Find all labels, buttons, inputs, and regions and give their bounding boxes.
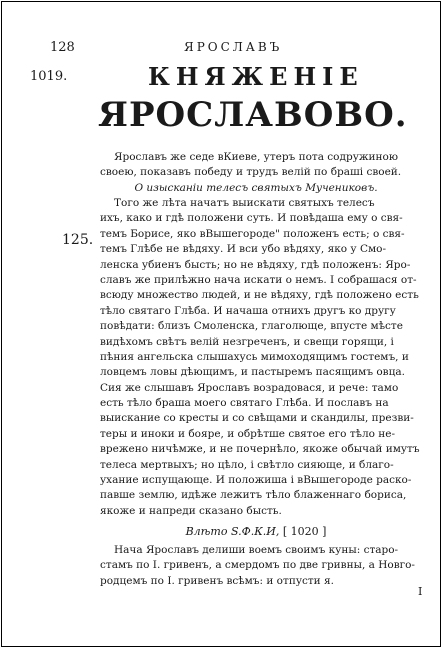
margin-year: 1019. — [30, 69, 68, 84]
text-line: ловцемъ ловы дѣющимъ, и пастыремъ пасящимъ овца. — [100, 366, 405, 379]
signature-mark: І — [418, 585, 423, 598]
text-line: телеса мертвыхъ; но цѣло, і свѣтло сияюще, и благо- — [100, 458, 394, 471]
paragraph-2 — [100, 196, 420, 519]
year-prefix: Влѣто — [185, 525, 228, 538]
text-line: всюду множество людей, и не вѣдяху, гдѣ положено есть — [100, 289, 419, 302]
text-line: ихъ, како и гдѣ положени суть. И повѣдаша ему о свя- — [100, 212, 403, 225]
text-line: Ярославъ же седе вКиеве, утеръ пота содружиною — [114, 151, 398, 163]
text-line: теры и иноки и бояре, и обрѣтше святое его тѣло не- — [100, 427, 396, 440]
text-line: стамъ по І. гривенъ, а смердомъ по две гривны, а Новго- — [100, 559, 415, 572]
year-date: S.Ф.К.И, — [230, 525, 280, 538]
text-line: повѣдати: близъ Смоленска, глаголюще, впусте мѣсте — [100, 320, 403, 333]
text-line: выискание со кресты и со свѣщами и скандилы, презви- — [100, 412, 414, 425]
text-line: ленска убиенъ бысть; но не вѣдяху, гдѣ положенъ: Яро- — [100, 258, 411, 271]
text-line: якоже и напреди сказано бысть. — [100, 504, 282, 517]
text-line: павше землю, идѣже лежитъ тѣло блаженнаго бориса, — [100, 489, 407, 502]
text-line: ухание испущающе. И положиша і вВышегороде раско- — [100, 474, 412, 487]
text-line: Сия же слышавъ Ярославъ возрадовася, и рече: тамо — [100, 381, 399, 394]
year-line — [100, 525, 412, 538]
chapter-title-line2: ЯРОСЛАВОВО. — [98, 95, 408, 135]
page-number: 128 — [50, 40, 75, 55]
paragraph-1 — [100, 150, 412, 196]
text-line: видѣхомъ свѣтъ велiй незгреченъ, и свещи горящи, і — [100, 335, 394, 348]
text-line: есть тѣло браша моего святаго Глѣба. И пославъ на — [100, 397, 389, 410]
text-line: Того же лѣта начатъ выискати святыхъ телесъ — [114, 197, 375, 209]
text-line: славъ же прилѣжно нача искати о немъ. І собрашася от- — [100, 273, 417, 286]
year-bracket: [ 1020 ] — [282, 525, 327, 538]
text-line: врежено ничѣмже, и не почернѣло, якоже обычай имутъ — [100, 443, 420, 456]
margin-note: 125. — [62, 232, 94, 248]
chapter-title-line1: КНЯЖЕНІЕ — [148, 62, 364, 91]
text-line: своею, показавъ победу и трудъ велiй по брашi своей. — [100, 166, 402, 179]
text-line: темъ Борисе, яко вВышегороде" положенъ есть; о свя- — [100, 227, 405, 240]
text-line: пѣния ангельска слышахусь мимоходящимъ гостемъ, и — [100, 350, 409, 363]
text-line: темъ Глѣбе не вѣдяху. И вси убо вѣдяху, яко у Смо- — [100, 243, 387, 256]
running-head: ЯРОСЛАВЪ — [184, 40, 283, 54]
paragraph-3 — [100, 543, 415, 589]
text-line: родцемъ по І. гривенъ всѣмъ: и отпусти я. — [100, 574, 334, 587]
text-line: тѣло святаго Глѣба. И начаша отнихъ другъ ко другу — [100, 304, 396, 317]
text-line: Нача Ярославъ делиши воемъ своимъ куны: старо- — [114, 544, 399, 556]
section-heading: О изысканiи телесъ святыхъ Мучениковъ. — [134, 181, 378, 194]
